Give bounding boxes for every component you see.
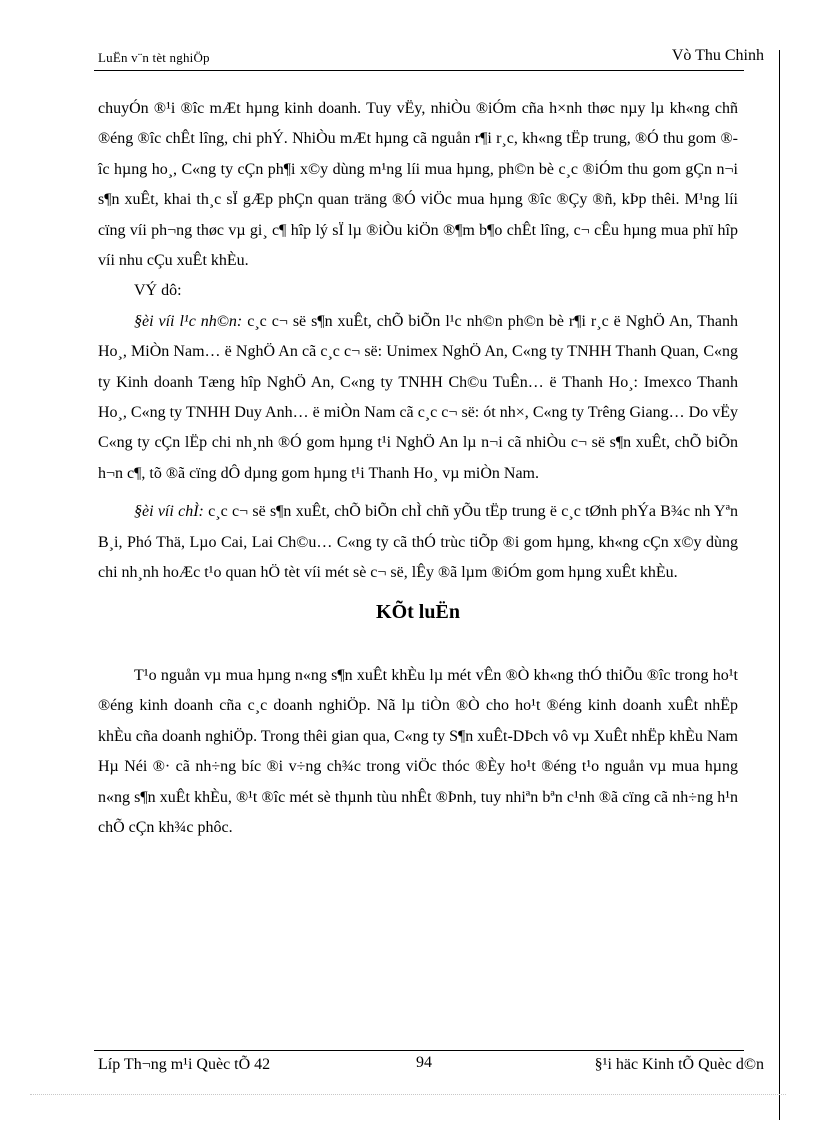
page-number: 94 xyxy=(416,1054,432,1071)
paragraph-peanuts xyxy=(98,307,738,489)
paragraph-conclusion: T¹o nguån vµ mua hµng n«ng s¶n xuÊt khÈu lµ mét vÊn ®Ò kh«ng thÓ thiÕu ®îc trong ho¹t ®éng kinh doanh cña c¸c doanh nghiÖp. Nã lµ tiÒn ®Ò cho ho¹t ®éng kinh doanh xuÊt nhËp khÈu cña doanh nghiÖp. Trong thêi gian qua, C«ng ty S¶n xuÊt-DÞch vô vµ XuÊt nhËp khÈu Nam Hµ Néi ®· cã nh÷ng bíc ®i v÷ng ch¾c trong viÖc thóc ®Èy ho¹t ®éng t¹o nguån vµ mua hµng n«ng s¶n xuÊt khÈu, ®¹t ®îc mét sè thµnh tùu nhÊt ®Þnh, tuy nhiªn bªn c¹nh ®ã cïng cã nh÷ng h¹n chÕ cÇn kh¾c phôc. xyxy=(98,666,738,836)
tea-text: c¸c c¬ së s¶n xuÊt, chÕ biÕn chÌ chñ yÕu tËp trung ë c¸c tØnh phÝa B¾c nh Yªn B¸i, Phó Thä, Lµo Cai, Lai Ch©u… C«ng ty cã thÓ trùc tiÕp ®i gom hµng, kh«ng cÇn x©y dùng chi nh¸nh hoÆc t¹o quan hÖ tèt víi mét sè c¬ së, lÊy ®ã lµm ®iÓm gom hµng xuÊt khÈu. xyxy=(98,503,738,582)
page-bottom-dotted-line xyxy=(30,1094,786,1095)
paragraph-tea xyxy=(98,497,738,588)
example-label: VÝ dô: xyxy=(134,282,182,300)
page-margin-line xyxy=(779,50,780,1120)
header-author-name: Vò Thu Chinh xyxy=(671,47,764,64)
paragraph-intro: chuyÓn ®¹i ®îc mÆt hµng kinh doanh. Tuy vËy, nhiÒu ®iÓm cña h×nh thøc nµy lµ kh«ng chñ ®éng ®îc chÊt lîng, chi phÝ. NhiÒu mÆt hµng cã nguån r¶i r¸c, kh«ng tËp trung, ®Ó thu gom ®îc hµng ho¸, C«ng ty cÇn ph¶i x©y dùng m¹ng líi mua hµng, ph©n bè c¸c ®iÓm thu gom gÇn n¬i s¶n xuÊt, khai th¸c sÏ gÆp phÇn quan träng ®Ó viÖc mua hµng ®îc ®Çy ®ñ, kÞp thêi. M¹ng líi cïng víi ph¬ng thøc vµ gi¸ c¶ hîp lý sÏ lµ ®iÒu kiÖn ®¶m b¶o chÊt lîng, c¬ cÊu hµng mua phï hîp víi nhu cÇu xuÊt khÈu. xyxy=(98,100,738,270)
header-thesis-label: LuËn v¨n tèt nghiÖp xyxy=(98,50,210,65)
tea-heading: §èi víi chÌ: xyxy=(134,503,204,521)
peanuts-heading: §èi víi l¹c nh©n: xyxy=(134,312,243,330)
footer-divider xyxy=(94,1050,744,1051)
footer-class-name: Líp Th¬ng m¹i Quèc tÕ 42 xyxy=(98,1056,271,1073)
conclusion-title: KÕt luËn xyxy=(376,600,460,623)
document-body xyxy=(98,94,738,843)
footer-university: §¹i häc Kinh tÕ Quèc d©n xyxy=(594,1056,764,1073)
peanuts-text: c¸c c¬ së s¶n xuÊt, chÕ biÕn l¹c nh©n ph©n bè r¶i r¸c ë NghÖ An, Thanh Ho¸, MiÒn Nam… ë NghÖ An cã c¸c c¬ së: Unimex NghÖ An, C«ng ty TNHH Thanh Quan, C«ng ty Kinh doanh Tæng hîp NghÖ An, C«ng ty TNHH Ch©u TuÊn… ë Thanh Ho¸: Imexco Thanh Ho¸, C«ng ty TNHH Duy Anh… ë miÒn Nam cã c¸c c¬ së: ót nh×, C«ng ty Trêng Giang… Do vËy C«ng ty cÇn lËp chi nh¸nh ®Ó gom hµng t¹i NghÖ An lµ n¬i cã nhiÒu c¬ së s¶n xuÊt, chÕ biÕn h¬n c¶, tõ ®ã cïng dÔ dµng gom hµng t¹i Thanh Ho¸ vµ miÒn Nam. xyxy=(98,312,738,482)
header-divider xyxy=(94,70,744,71)
